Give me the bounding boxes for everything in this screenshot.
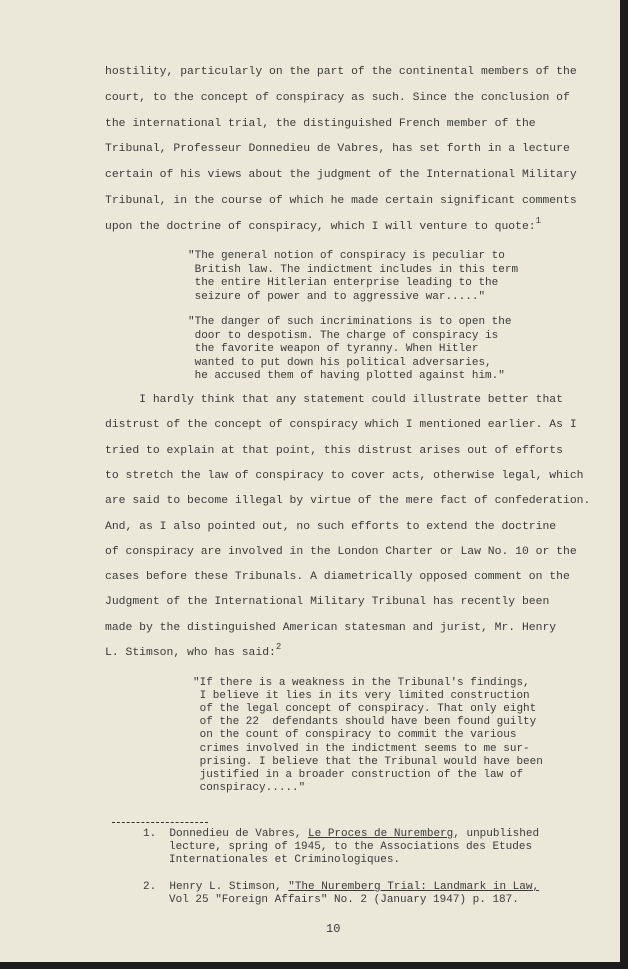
text-line: seizure of power and to aggressive war....." — [188, 290, 486, 303]
text-line: the entire Hitlerian enterprise leading to the — [188, 277, 499, 289]
text-line: the international trial, the distinguished French member of the — [105, 117, 536, 130]
text-line: the favorite weapon of tyranny. When Hitler — [188, 343, 479, 355]
text-line: to stretch the law of conspiracy to cover acts, otherwise legal, which — [105, 469, 584, 482]
footnote-reference: 1 — [535, 215, 542, 226]
text-line: I hardly think that any statement could illustrate better that — [105, 394, 563, 406]
text-line: hostility, particularly on the part of the continental members of the — [105, 66, 577, 78]
footnote-line: lecture, spring of 1945, to the Associations des Etudes — [169, 841, 533, 853]
footnote-text: Henry L. Stimson, — [169, 881, 289, 893]
footnote-text: , unpublished — [453, 828, 540, 840]
text-line: "The danger of such incriminations is to open the — [188, 316, 512, 328]
text-line: are said to become illegal by virtue of the mere fact of confederation. — [105, 495, 591, 508]
text-line: British law. The indictment includes in this term — [188, 263, 519, 276]
text-line: upon the doctrine of conspiracy, which I will venture to quote:$^1$ — [105, 215, 542, 233]
text-line: certain of his views about the judgment of the International Military — [105, 169, 577, 182]
text-line: of the 22 defendants should have been found guilty — [193, 716, 537, 729]
footnote-divider — [112, 822, 208, 823]
text-line: door to despotism. The charge of conspiracy is — [188, 329, 499, 342]
footnote-title: Le Proces de Nuremberg — [308, 828, 454, 840]
text-line: of conspiracy are involved in the London Charter or Law No. 10 or the — [105, 545, 577, 558]
text-line: tried to explain at that point, this distrust arises out of efforts — [105, 444, 563, 457]
page-number: 10 — [326, 922, 341, 936]
footnote-number: 2. — [143, 881, 157, 893]
text-line: And, as I also pointed out, no such efforts to extend the doctrine — [105, 520, 557, 533]
footnote-reference: 2 — [275, 642, 282, 652]
text-line: of the legal concept of conspiracy. That only eight — [193, 703, 537, 716]
footnote-number: 1. — [143, 828, 157, 840]
text-line: cases before these Tribunals. A diametrically opposed comment on the — [105, 571, 570, 584]
text-line: on the count of conspiracy to commit the various — [193, 729, 517, 742]
text-line: he accused them of having plotted against him." — [188, 370, 505, 382]
text-line: Tribunal, Professeur Donnedieu de Vabres, has set forth in a lecture — [105, 143, 570, 156]
text-line: Judgment of the International Military Tribunal has recently been — [105, 596, 550, 609]
footnote-2 — [143, 881, 539, 893]
text-line: "The general notion of conspiracy is peculiar to — [188, 250, 505, 262]
text-line: conspiracy....." — [193, 781, 306, 794]
footnote-title: "The Nuremberg Trial: Landmark in Law, — [288, 881, 540, 893]
text-line: crimes involved in the indictment seems to me sur- — [193, 742, 530, 755]
text-line: prising. I believe that the Tribunal would have been — [193, 755, 543, 768]
text-line: "If there is a weakness in the Tribunal's findings, — [193, 677, 530, 689]
text-line: justified in a broader construction of the law of — [193, 768, 524, 781]
text-line: I believe it lies in its very limited construction — [193, 690, 530, 703]
footnote-text: Donnedieu de Vabres, — [169, 828, 309, 840]
footnote-1 — [143, 828, 539, 840]
footnote-line: Vol 25 "Foreign Affairs" No. 2 (January 1947) p. 187. — [169, 894, 519, 906]
text-line: L. Stimson, who has said:$^2$ — [105, 642, 282, 659]
text-line: Tribunal, in the course of which he made certain significant comments — [105, 195, 577, 207]
text-line: distrust of the concept of conspiracy which I mentioned earlier. As I — [105, 419, 577, 432]
footnote-line: Internationales et Criminologiques. — [169, 854, 401, 866]
text-line: court, to the concept of conspiracy as such. Since the conclusion of — [105, 91, 570, 104]
text-line: made by the distinguished American statesman and jurist, Mr. Henry — [105, 621, 557, 634]
text-line: wanted to put down his political adversaries, — [188, 356, 492, 369]
